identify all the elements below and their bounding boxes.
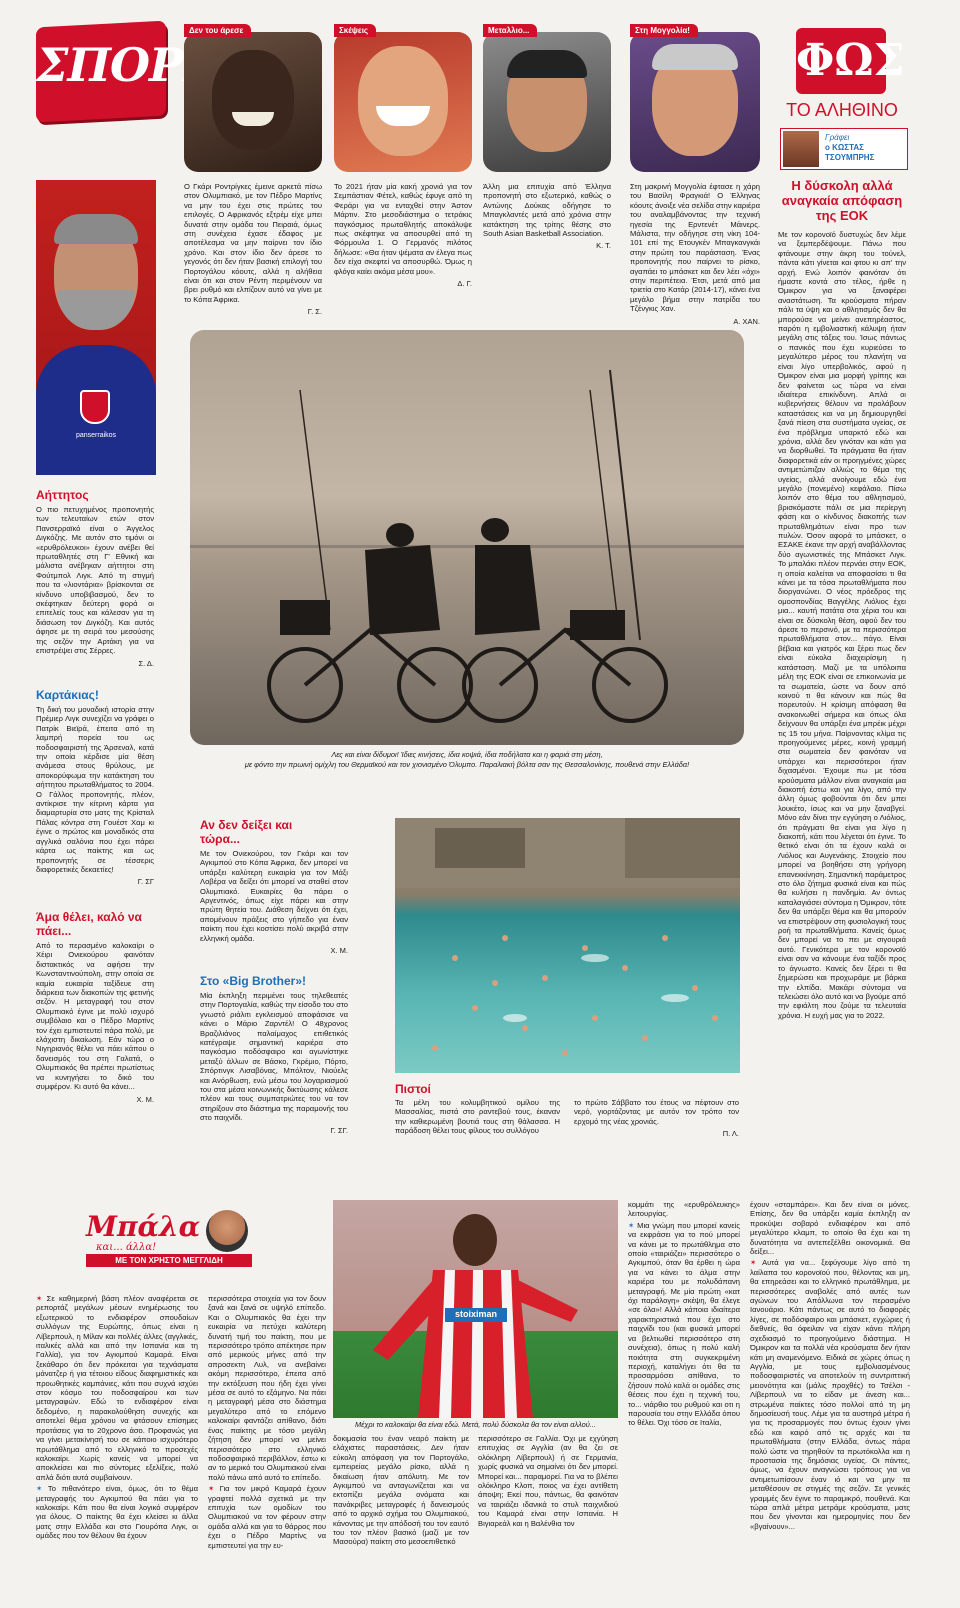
- star-icon: ✶: [36, 1484, 43, 1494]
- article-text: [36, 1294, 198, 1482]
- star-icon: ✶: [628, 1220, 635, 1230]
- tab-label: Σκέψεις: [334, 24, 376, 37]
- left-article: [36, 488, 154, 668]
- star-icon: ✶: [208, 1484, 215, 1494]
- article-text: [750, 1258, 910, 1531]
- tab-label: Μεταλλιο...: [483, 24, 537, 37]
- section-logo-text: ΣΠΟΡ: [36, 38, 183, 92]
- kamara-caption: Μέχρι το καλοκαίρι θα είναι εδώ. Μετά, πολύ δύσκολα θα τον είναι αλλού...: [354, 1420, 597, 1429]
- article-text: Με τον Ονιεκούρου, τον Γκάρι και τον Αγκιμπού στο Κόπα Άφρικα, δεν μπορεί να υπάρξει καλύτερη ευκαιρία για τον Μάξι Λοβέρα να δείξει ότι μπορεί να σταθεί στον Ολυμπιακό. Ευκαιρίες θα πάρει ο Αργεντινός, όπως είχε πάρει και στην πρώτη θητεία του. Διάθεση δείχνει ότι έχει, απομένουν πράξεις στο γήπεδο για έναν παίκτη που έχει κοστίσει πολύ ακριβά στην ελληνική ομάδα.: [200, 849, 348, 943]
- top-strip-item: [184, 24, 322, 172]
- swimmers-photo: [395, 818, 740, 1073]
- signature: Α. ΧΑΝ.: [733, 316, 760, 326]
- article-text: κομμάτι της «ερυθρόλευκης» λειτουργίας.: [628, 1200, 740, 1219]
- mpala-col: [628, 1200, 740, 1590]
- left-article: [36, 688, 154, 886]
- fishermen-photo: [190, 330, 744, 745]
- fos-logo: ΦΩΣ: [796, 28, 886, 94]
- tab-label: Στη Μογγολία!: [630, 24, 698, 37]
- mpala-col: [478, 1434, 618, 1530]
- paragraph: Το πιθανότερο είναι, όμως, ότι το θέμα μεταγραφής του Αγκιμπού θα πάει για το καλοκαίρι. Κάτι που θα είναι λογικό συμφέρον για όλους. Ο παίκτης θα έχει κλείσει κι άλλα ματς στην Ελλάδα και στο Γιουρόπα Λιγκ, οι ομάδες που τον θέλουν θα έχουν: [36, 1484, 198, 1541]
- article-title: Στο «Big Brother»!: [200, 974, 307, 988]
- top-strip-item: [334, 24, 472, 172]
- pistoi-article: [395, 1082, 740, 1139]
- article-title: Καρτάκιας!: [36, 688, 99, 702]
- left-article: [36, 910, 154, 1104]
- article-title: Αν δεν δείξει και τώρα...: [200, 818, 293, 846]
- signature: Γ. Σ.: [307, 307, 322, 317]
- article-text: [208, 1484, 326, 1550]
- article-title: Άμα θέλει, καλό να πάει...: [36, 910, 142, 938]
- portrait-vettel: [334, 32, 472, 172]
- byline-label: Γράφει: [825, 133, 850, 142]
- article-text: Άλλη μια επιτυχία από Έλληνα προπονητή στο εξωτερικό, καθώς ο Αντώνης Δούκας οδήγησε το Μπαγκλαντές μετά από χρόνια στην κατάκτηση της τρίτης θέσης στο South Asian Basketball Association.: [483, 182, 611, 239]
- paragraph: Σε καθημερινή βάση πλέον αναφέρεται σε ρεπορτάζ μεγάλων μέσων ενημέρωσης του εξωτερικού το ενδιαφέρον σπουδαίων συλλόγων της Ευρώπης, όπως είναι η Λίβερπουλ, η Μίλαν και πολλές άλλες (αγγλικές, ιταλικές αλλά και από την Ισπανία και τη Γαλλία), για τον Αγκιμπού Καμαρά. Είναι ξεκάθαρο ότι δεν πρόκειται για τεχνάσματα μάνατζερ ή για τέτοιου είδους διαφημιστικές και προωθητικές καμπάνιες, κάτι που συχνά ισχύει στον κόσμο του ποδοσφαίρου και των μεταγραφών. Εδώ το ενδιαφέρον είναι δεδομένο, η παρακολούθηση συνεχής και αποτελεί θέμα χρόνου να φτάσουν επίσημες προτάσεις για το 20χρονο άσο. Προφανώς για να γίνει μετακίνησή του σε κάποιο ισχυρότερο πρωτάθλημα από το ελληνικό το προσεχές καλοκαίρι. Χωρίς κανείς να μπορεί να αποκλείσει και πιο σύντομες εξελίξεις, πολύ απλά διότι αυτά συμβαίνουν.: [36, 1294, 198, 1482]
- article-text: περισσότερο σε Γαλλία. Όχι με εχγύηση επιτυχίας σε Αγγλία (αν θα ζει σε ολόκληρη Λίβερπουλ) ή σε Γερμανία, χωρίς φυσικά να σημαίνει ότι δεν μπορεί. Μπορεί και... παραμορεί. Για να το βλέπει ολόκληρο Κλοπ, ποιος να έχει αντίθετη άποψη; Εκεί που, πάντως, θα φαινόταν να ταιριάζει ιδανικά το στυλ παιχνιδιού του Καμαρά είναι στην Ισπανία. Η Βιγιαρεάλ και η Βαλένθια τον: [478, 1434, 618, 1528]
- badge-text: panserraikos: [75, 432, 117, 439]
- top-strip-text: [483, 182, 611, 251]
- signature: Π. Λ.: [722, 1129, 739, 1139]
- mpala-col: [208, 1294, 326, 1552]
- author-avatar: [783, 131, 819, 167]
- top-strip-item: [630, 24, 760, 172]
- article-text: [36, 1484, 198, 1540]
- middle-article: [200, 818, 348, 955]
- caption-line: με φόντο την πρωινή ομίχλη του Θερμαϊκού και τον χιονισμένο Όλυμπο. Παραλιακή βόλτα σαν της Θεσσαλονίκης, πουθενά στην Ελλάδα!: [244, 760, 690, 769]
- article-text: το πρώτο Σάββατο του έτους να πέφτουν στο νερό, γιορτάζοντας με αυτόν τον τρόπο τον ερχομό της νέας χρονιάς.: [574, 1098, 739, 1126]
- article-title: Πιστοί: [395, 1082, 431, 1096]
- middle-article: [200, 974, 348, 1135]
- portrait-rodrigues: [184, 32, 322, 172]
- portrait-fragkias: [630, 32, 760, 172]
- signature: Κ. Τ.: [596, 241, 611, 251]
- author-avatar: [206, 1210, 248, 1252]
- article-text: Τα μέλη του κολυμβητικού ομίλου της Μασσαλίας, πιστά στο ραντεβού τους, έκαναν την καθιερωμένη βουτιά τους στη θάλασσα. Η παράδοση θέλει τους φίλους του συλλόγου: [395, 1098, 560, 1136]
- mpala-col: [750, 1200, 910, 1590]
- mpala-col: [36, 1294, 198, 1543]
- article-text: Τη δική του μοναδική ιστορία στην Πρέμιερ Λιγκ συνεχίζει να γράφει ο Πατρίκ Βιεϊρά, έπειτα από τη λαμπρή πορεία του ως ποδοσφαιριστή της Άρσεναλ, κατά την οποία κέρδισε μία θέση ανάμεσα στους θρύλους, με αποκορύφωμα την κατάκτηση του αήττητου πρωταθλήματος το 2004. Ο Γάλλος προπονητής, πλέον, αντίκρισε την κίτρινη κάρτα για διαμαρτυρία στο ματς της Κρίσταλ Πάλας κόντρα στη Γουέστ Χαμ κι έγινε ο πρώτος και μοναδικός στα αγγλικά σαλόνια που έχει πάρει κάρτα ως παίκτης και ως προπονητής σε τέσσερις διαφορετικές δεκαετίες!: [36, 705, 154, 874]
- shirt-sponsor: stoiximan: [454, 1309, 497, 1319]
- mpala-subtitle: και... άλλα!: [96, 1242, 157, 1253]
- star-icon: ✶: [36, 1294, 43, 1303]
- coach-photo: [36, 180, 156, 475]
- article-text: Στη μακρινή Μογγολία έφτασε η χάρη του Βασίλη Φραγκιά! Ο Έλληνας κόουτς άνοιξε νέα σελίδα στην καριέρα του αναλαμβάνοντας την τεχνική ηγεσία της Ερντενέτ Μάινερς. Μάλιστα, την οδήγησε στη νίκη 104-101 επί της Ετουγκέν Μπαγκανγκάι στην πρώτη του παράσταση. Ένας προπονητής που παίρνει το ρίσκο, αγαπάει το μπάσκετ και δεν λέει «όχι» στην περιπέτεια. Έτσι, μετά από μια τριετία στο Κατάρ (2014-17), κάνει ένα μεγάλο βήμα στην πατρίδα του Τζένγκις Χαν.: [630, 182, 760, 314]
- mpala-col: [333, 1434, 469, 1549]
- signature: Χ. Μ.: [330, 946, 348, 956]
- signature: Σ. Δ.: [138, 658, 154, 668]
- article-text: έχουν «σταμπάρει». Και δεν είναι οι μόνες. Επίσης, δεν θα υπάρξει καμία έκπληξη αν προκύψει σοβαρό ενδιαφέρον και από μεγαλύτερο κλαμπ, το οποίο θα έχει και τη δυνατότητα να αντεπεξέλθει οικονομικά. Θα δείξει...: [750, 1200, 910, 1257]
- portrait-doukas: [483, 32, 611, 172]
- fos-byline-box: [780, 128, 908, 170]
- mpala-byline: ΜΕ ΤΟΝ ΧΡΗΣΤΟ ΜΕΓΓΛΙΔΗ: [86, 1254, 252, 1267]
- byline-author: ο ΚΩΣΤΑΣ ΤΣΟΥΜΠΡΗΣ: [825, 143, 875, 162]
- article-text: Το 2021 ήταν μία κακή χρονιά για τον Σεμπάστιαν Φέτελ, καθώς έφυγε από τη Φεράρι για να ενταχθεί στην Άστον Μάρτιν. Στο μεσοδιάστημα ο τετράκις παγκόσμιος πρωταθλητής αποκάλυψε πως σκέφτηκε να αποσυρθεί από τη Φόρμουλα 1. Ο Γερμανός πιλότος δήλωσε: «Θα ήταν ψέματα αν έλεγα πως δεν είχα σκεφτεί να αποσυρθώ. Όμως η φλόγα καίει ακόμα μέσα μου».: [334, 182, 472, 276]
- paragraph: Αυτά για να... ξεφύγουμε λίγο από τη λαίλαπα του κορονοϊού που, θέλοντας και μη, θα επηρεάσει και το ελληνικό πρωτάθλημα, με περισσότερες αναβολές από αυτές των αγώνων του Απόλλωνα τον περασμένο Ιανουάριο. Κάτι πάντως σε αυτό το διαφορές λίγες, σε ποδόσφαιρο και μπάσκετ, εγχώριες ή διεθνείς, θα όφειλαν να είχαν κάνει πλήρη σχεδιασμό το προηγούμενο διάστημα. Η Όμικρον και τα πολλά νέα κρούσματα δεν ήταν κάτι μη αναμενόμενο. Ειδικά σε χώρες όπως η Αγγλία, με τους εμβολιασμένους ποδοσφαιριστές να αποτελούν τη συντριπτική μειονότητα και (μάλις προχθές) το Τσέλσι - Λίβερπουλ να το είδαν με άνεση και... στρωμένα παίκτες τόσο πολλοί από τη μη δημοσίευσή τους. Λέμε για τα αυστηρά μέτρα ή για τις προσαρμογές που όντως έχουν γίνει εδώ και καιρό από τις αρχές και τα πρωταθλήματα (στην Ελλάδα, όντως πάρα πολύ ώστε να τηρηθούν τα πρωτόκολλα και η προστασία της δημόσιας υγείας. Οι πάντες, όμως, να έχουν αναγνώσει τρόπους για να αντιμετωπίσουν έναν ιό και να μην τα μεταθέσουν σε στιγμές της σεζόν. Σε γενικές γραμμές δεν έγινε το παραμικρό, πουθενά. Και τώρα απλά μέτρα μετράμε κρούσματα, ματς που δεν γίνονται και ημερομηνίες που δεν «βγαίνουν»...: [750, 1258, 910, 1531]
- mpala-title: Μπάλα: [86, 1210, 201, 1243]
- signature: Γ. ΣΓ: [137, 877, 154, 887]
- article-text: Με τον κορονοϊό δυστυχώς δεν λέμε να ξεμπερδέψουμε. Πάνω που φτάνουμε στην άκρη του τούνελ, πάντα κάτι γίνεται και φτου κι απ' την αρχή. Ενώ λοιπόν φαινόταν ότι ήμαστε κοντά στο τέλος, ήρθε η Όμικρον για να ξαναφέρει αναστάτωση. Τα κρούσματα πήραν πάλι τα ύψη και ο αθλητισμός δεν θα μπορούσε να μείνει ανεπηρέαστος, παρότι η εμβολιαστική κάλυψη ήταν μεγάλη στις τάξεις του. Ίσως πάντως ο πανικός που έχει κυριεύσει το μεγαλύτερο μέρος του πλανήτη να είναι λίγο υπερβολικός, αφού η Όμικρον είναι μια μορφή γρίπης και δεν φαίνεται ως τώρα να είναι ιδιαίτερα επικίνδυνη. Απλά οι κυβερνήσεις θέλουν να προλάβουν καταστάσεις και να μη δημιουργηθεί ξανά πίεση στα συστήματα υγείας, σε ένα πρόβλημα υπαρκτό εδώ και χρόνια, αλλά δεν γινόταν και κάτι για να διορθωθεί. Τα πράγματα θα ήταν διαφορετικά εάν οι προηγμένες χώρες αντιμετώπιζαν αλλιώς το θέμα της υγείας, αλλά ανοίγουμε εδώ ένα μεγάλο (πονεμένο) κεφάλαιο. Πίσω λοιπόν στο θέμα του αθλητισμού, βρισκόμαστε πάλι σε μια περίεργη φάση και ο κίνδυνος διακοπής των πρωταθλημάτων είναι προ των πυλών. Όσον αφορά το μπάσκετ, ο ΕΣΑΚΕ έκανε την αρχή αναβάλλοντας δύο αγωνιστικές της Μπάσκετ Λιγκ. Το μπαλάκι πλέον περνάει στην ΕΟΚ, η οποία καλείται να αποφασίσει τι θα κάνει με τα τόσα πρωταθλήματα που διοργανώνει. Ο νέος πρόεδρος της ομοσπονδίας Βαγγέλης Λιόλιος έχει μια... καυτή πατάτα στα χέρια του και είναι σε δύσκολη θέση, αφού δεν του άρεσε το περσινό, με τα περισσότερα πρωταθλήματα στον... πάγο. Είναι βέβαια και γιατρός και ξέρει πως δεν είναι εύκολα διαχειρίσιμη η κατάσταση. Μαζί με τα υπόλοιπα μέλη της ΕΟΚ είναι σε επικοινωνία με τα σωματεία, ώστε να δουν από κοινού τι θα κάνουν και πώς θα πορευτούν. Η κρίσιμη απόφαση θα ανακοινωθεί σήμερα και όπως όλα δείχνουν θα υπάρξει ένα μπρέικ μέχρι τις 15 του μήνα. Παίρνοντας κλίμα τις προηγούμενες μέρες, κοινή γραμμή στα σωματεία δεν φαινόταν να υπάρχει και περισσότεροι ήταν διχασμένοι. Έχουμε πω με τόσα κρούσματα μάλλον είναι αναγκαία μια διακοπή έστω και για λίγο, από την άλλη όμως φοβούνται ότι δεν μπει λουκέτο, ίσως και να μην ξαναβγεί. Μόνο εάν δίνει την εγγύηση ο Λιόλιος, ότι πράγματι θα είναι για λίγο η διακοπή, κάτι που λέγεται ότι έγινε. Το θετικό είναι ότι τα έχουν καλά οι Λιόλιος και Αυγενάκης. Στοιχείο που μπορεί να βοηθήσει στη γρήγορη επανεκκίνηση. Σημαντική παράμετρος στο όλο ζήτημα φυσικά είναι και πώς θα κυλήσει η πανδημία. Αν όντως καταλαγιάσει σύντομα η Όμικρον, τότε δεν θα υπάρξει θέμα και θα μπορούν να επιστρέψουν στη φυσιολογική τους ροή τα πρωταθλήματα. Κανείς όμως δεν μπορεί να το πει με σιγουριά αυτό. Γενικότερα με τον κορονοϊό είναι σαν να κάνουμε ένα ταξίδι προς το άγνωστο. Κανείς δεν ξέρει τι θα ξημερώσει και προχωράμε με βάρκα την ελπίδα. Μακάρι σύντομα να τελειώσει όλο αυτό και να βγούμε από την εφιάλτη που ζούμε τα τελευταία χρόνια. Η ευχή μας για το 2022.: [778, 230, 906, 1020]
- top-strip-text: [630, 182, 760, 326]
- article-text: δοκιμασία του έναν νεαρό παίκτη με ελάχιστες παραστάσεις. Δεν ήταν εύκολη απόφαση για τον Πορτογάλο, εμπειρείας μεγάλο ρίσκο, αλλά η δικαίωση ήταν απόλυτη. Με τον Αγκιμπού να ανταγωνίζεται και να εκτοπίζει μεγάλα ονόματα και πανάκριβες μεταγραφές ή δανεισμούς από το αρχικό σχήμα του Ολυμπιακού, κάνοντας με την απόδοσή του τον εαυτό του τον πλέον βασικό (μαζί με τον Μασούρα) παίκτη στο μεσοεπιθετικό: [333, 1434, 469, 1547]
- article-text: περισσότερα στοιχεία για τον δουν ξανά και ξανά σε υψηλό επίπεδο. Και ο Ολυμπιακός θα έχει την ευκαιρία να πετύχει καλύτερη δυνατή τιμή του παίκτη, που με περισσότερο τρόπο απέκτησε πριν από μερικούς μήνες από την απροσεκτη Λυλ, να ανεβαίνει ακόμη περισσότερο, έπειτα από την εκτόξευση που ήδη έχει γίνει μέσα σε αυτό το εξάμηνο. Να πάει η μεταγραφή μέσα στο διάστημα μεγαλύτερο από το επόμενο καλοκαίρι φαντάζει απίθανο, διότι ένας παίκτης με τόσο μεγάλη ζήτηση δεν μπορεί να μείνει περισσότερο στο ελληνικό ποδοσφαιρικό περιβάλλον, έστω κι αν το μερικό του Ολυμπιακού είναι πολύ πάνω από αυτό το επίπεδο.: [208, 1294, 326, 1482]
- article-title: Αήττητος: [36, 488, 89, 502]
- paragraph: Για τον μικρό Καμαρά έχουν γραφτεί πολλά σχετικά με την επιτυχία των ομοδίων του Ολυμπιακού να τον φέρουν στην ομάδα αλλά και για το θάρρος που έχει ο Πέδρο Μαρτίνς να εμπιστευτεί για την ευ-: [208, 1484, 326, 1550]
- fos-body: [778, 230, 906, 1110]
- top-strip-text: [184, 182, 322, 317]
- caption-line: Λες και είναι δίδυμοι! Ίδιες κινήσεις, ίδια κοψιά, ίδια ποδήλατα και η φαριά στη μέση,: [331, 750, 603, 759]
- signature: Χ. Μ.: [136, 1094, 154, 1104]
- fos-subtitle: ΤΟ ΑΛΗΘΙΝΟ: [786, 100, 898, 120]
- silhouette-scene: [190, 330, 744, 745]
- article-text: Μία έκπληξη περιμένει τους τηλεθεατές στην Πορτογαλία, καθώς την είσοδο του στο γνωστό ριάλιτι εγκλεισμού αποφάσισε να κάνει ο Μάριο Ζαρντέλ! Ο 48χρονος Βραζιλιάνος παλαίμαχος επιθετικός κατέγραψε σημαντική καριέρα στο παγκόσμιο ποδόσφαιρο και αγωνίστηκε μεταξύ άλλων σε Βάσκο, Γκρέμιο, Πόρτο, Σπόρτινγκ Λισαβόνας, Μπόλτον, Νιούελς και Ανόρθωση, ενώ μέσω του λογαριασμού του στα μέσα κοινωνικής δικτύωσης κάλεσε πλέον και τους συμπατριώτες του να τον στηρίξουν στο διάστημα της παραμονής του στο παιχνίδι.: [200, 991, 348, 1123]
- fos-headline: Η δύσκολη αλλά αναγκαία απόφαση της ΕΟΚ: [781, 178, 903, 223]
- kamara-photo: [333, 1200, 618, 1418]
- article-text: Ο Γκάρι Ροντρίγκες έμεινε αρκετά πίσω στον Ολυμπιακό, με τον Πέδρο Μαρτίνς να μην του έχει στις πρώτες του επιλογές. Ο Αφρικανός εξτρέμ είχε μπει δυνατά στην ομάδα του Πειραιά, όμως στη συνέχεια έχασε έδαφος με αποτέλεσμα να μην παίρνει τον ίδιο χρόνο. Και στον ίδιο δεν άρεσε το γεγονός ότι δεν ήταν βασική επιλογή του Πορτογάλου κόουτς, αλλά η αλήθεια είναι ότι και στον Ρέντη περιμένουν να βρει ρυθμό και ελπίζουν αυτό να γίνει με το Κόπα Άφρικα.: [184, 182, 322, 304]
- badge-icon: [80, 390, 110, 424]
- signature: Γ. ΣΓ.: [330, 1125, 348, 1135]
- photo-caption: [190, 750, 744, 770]
- tab-label: Δεν του άρεσε: [184, 24, 251, 37]
- section-logo: [36, 21, 183, 123]
- star-icon: ✶: [750, 1258, 757, 1268]
- article-text: [628, 1221, 740, 1428]
- article-text: Από το περασμένο καλοκαίρι ο Χέιρι Ονιεκούρου φαινόταν διστακτικός να αφήσει την Κωνσταντινούπολη, στην οποία σε καμία ευκαιρία ταξίδευε στη διάρκεια των διακοπών της φετινής σεζόν. Η μεταγραφή του στον Ολυμπιακό έγινε με πολύ ισχυρό συμβόλαιο και ο Πέδρο Μαρτίνς τον έχει εμπιστευτεί πάρα πολύ, με ελάχιστη δικαίωση. Εάν τώρα ο Νιγηριανός θέλει να πάει κάπου ο δανεισμός του στη Γαλατά, ο Ολυμπιακός θα πρέπει πρωτίστως να κυνηγήσει το δικό του συμφέρον. Κι αυτό θα κάνει...: [36, 941, 154, 1092]
- top-strip-text: [334, 182, 472, 288]
- top-strip-item: [483, 24, 611, 172]
- paragraph: Μια γνώμη που μπορεί κανείς να εκφράσει για το πού μπορεί να κάνει με το πρωτάθλημα στο οποίο «ταιριάζει» περισσότερο ο Αγκιμπού, όταν θα έρθει η ώρα για να κάνει το άλμα στην καριέρα του με πολυδάπανη μεταγραφή. Με μία πρώτη «κατ όχι παράλογη» σκέψη, θα έλεγε «σε όλα»! Αλλά κάποια ιδιαίτερα χαρακτηριστικά που έχει στο παιχνίδι του (και φυσικά μπορεί να βελτιωθεί περισσότερο στη συνέχεια), όπως η πολύ καλή ποιότητα στη συγκεκριμένη περιοχή, καταλήγει ότι θα τα προσαρμόσει απίθανα, το ζήσουν πολύ καλά οι ομάδες στις θέσεις που έχει η τεχνική του, το... νιάρθιο του ρυθμού και οτι η παρουσία του στην Ελλάδα όπου το θέλει. Όχι τόσο σε Ιταλία,: [628, 1220, 740, 1428]
- signature: Δ. Γ.: [457, 279, 472, 289]
- article-text: Ο πιο πετυχημένος προπονητής των τελευταίων ετών στον Πανσερραϊκό είναι ο Άγγελος Διγκόζης. Με αυτόν στο τιμόνι οι «ερυθρόλευκοι» έχουν ανέβει θεί πρωταθλητές στη Γ' Εθνική και μάλιστα ανέβηκαν αήττητοι στη Φούτμπολ Λιγκ. Από τη στιγμή που τα «λιοντάρια» βρίσκονται σε κίνδυνο υποβιβασμού, δεν το σκέφτηκαν δεύτερη φορά οι επιτελείς τους και κάλεσαν για τη διάσωση τον Διγκόζη. Και αυτός άφησε με τη σειρά του μεσούσης της σεζόν την Αρτάκη για να επιστρέψει στις Σέρρες.: [36, 505, 154, 656]
- swim-scene: [395, 818, 740, 1073]
